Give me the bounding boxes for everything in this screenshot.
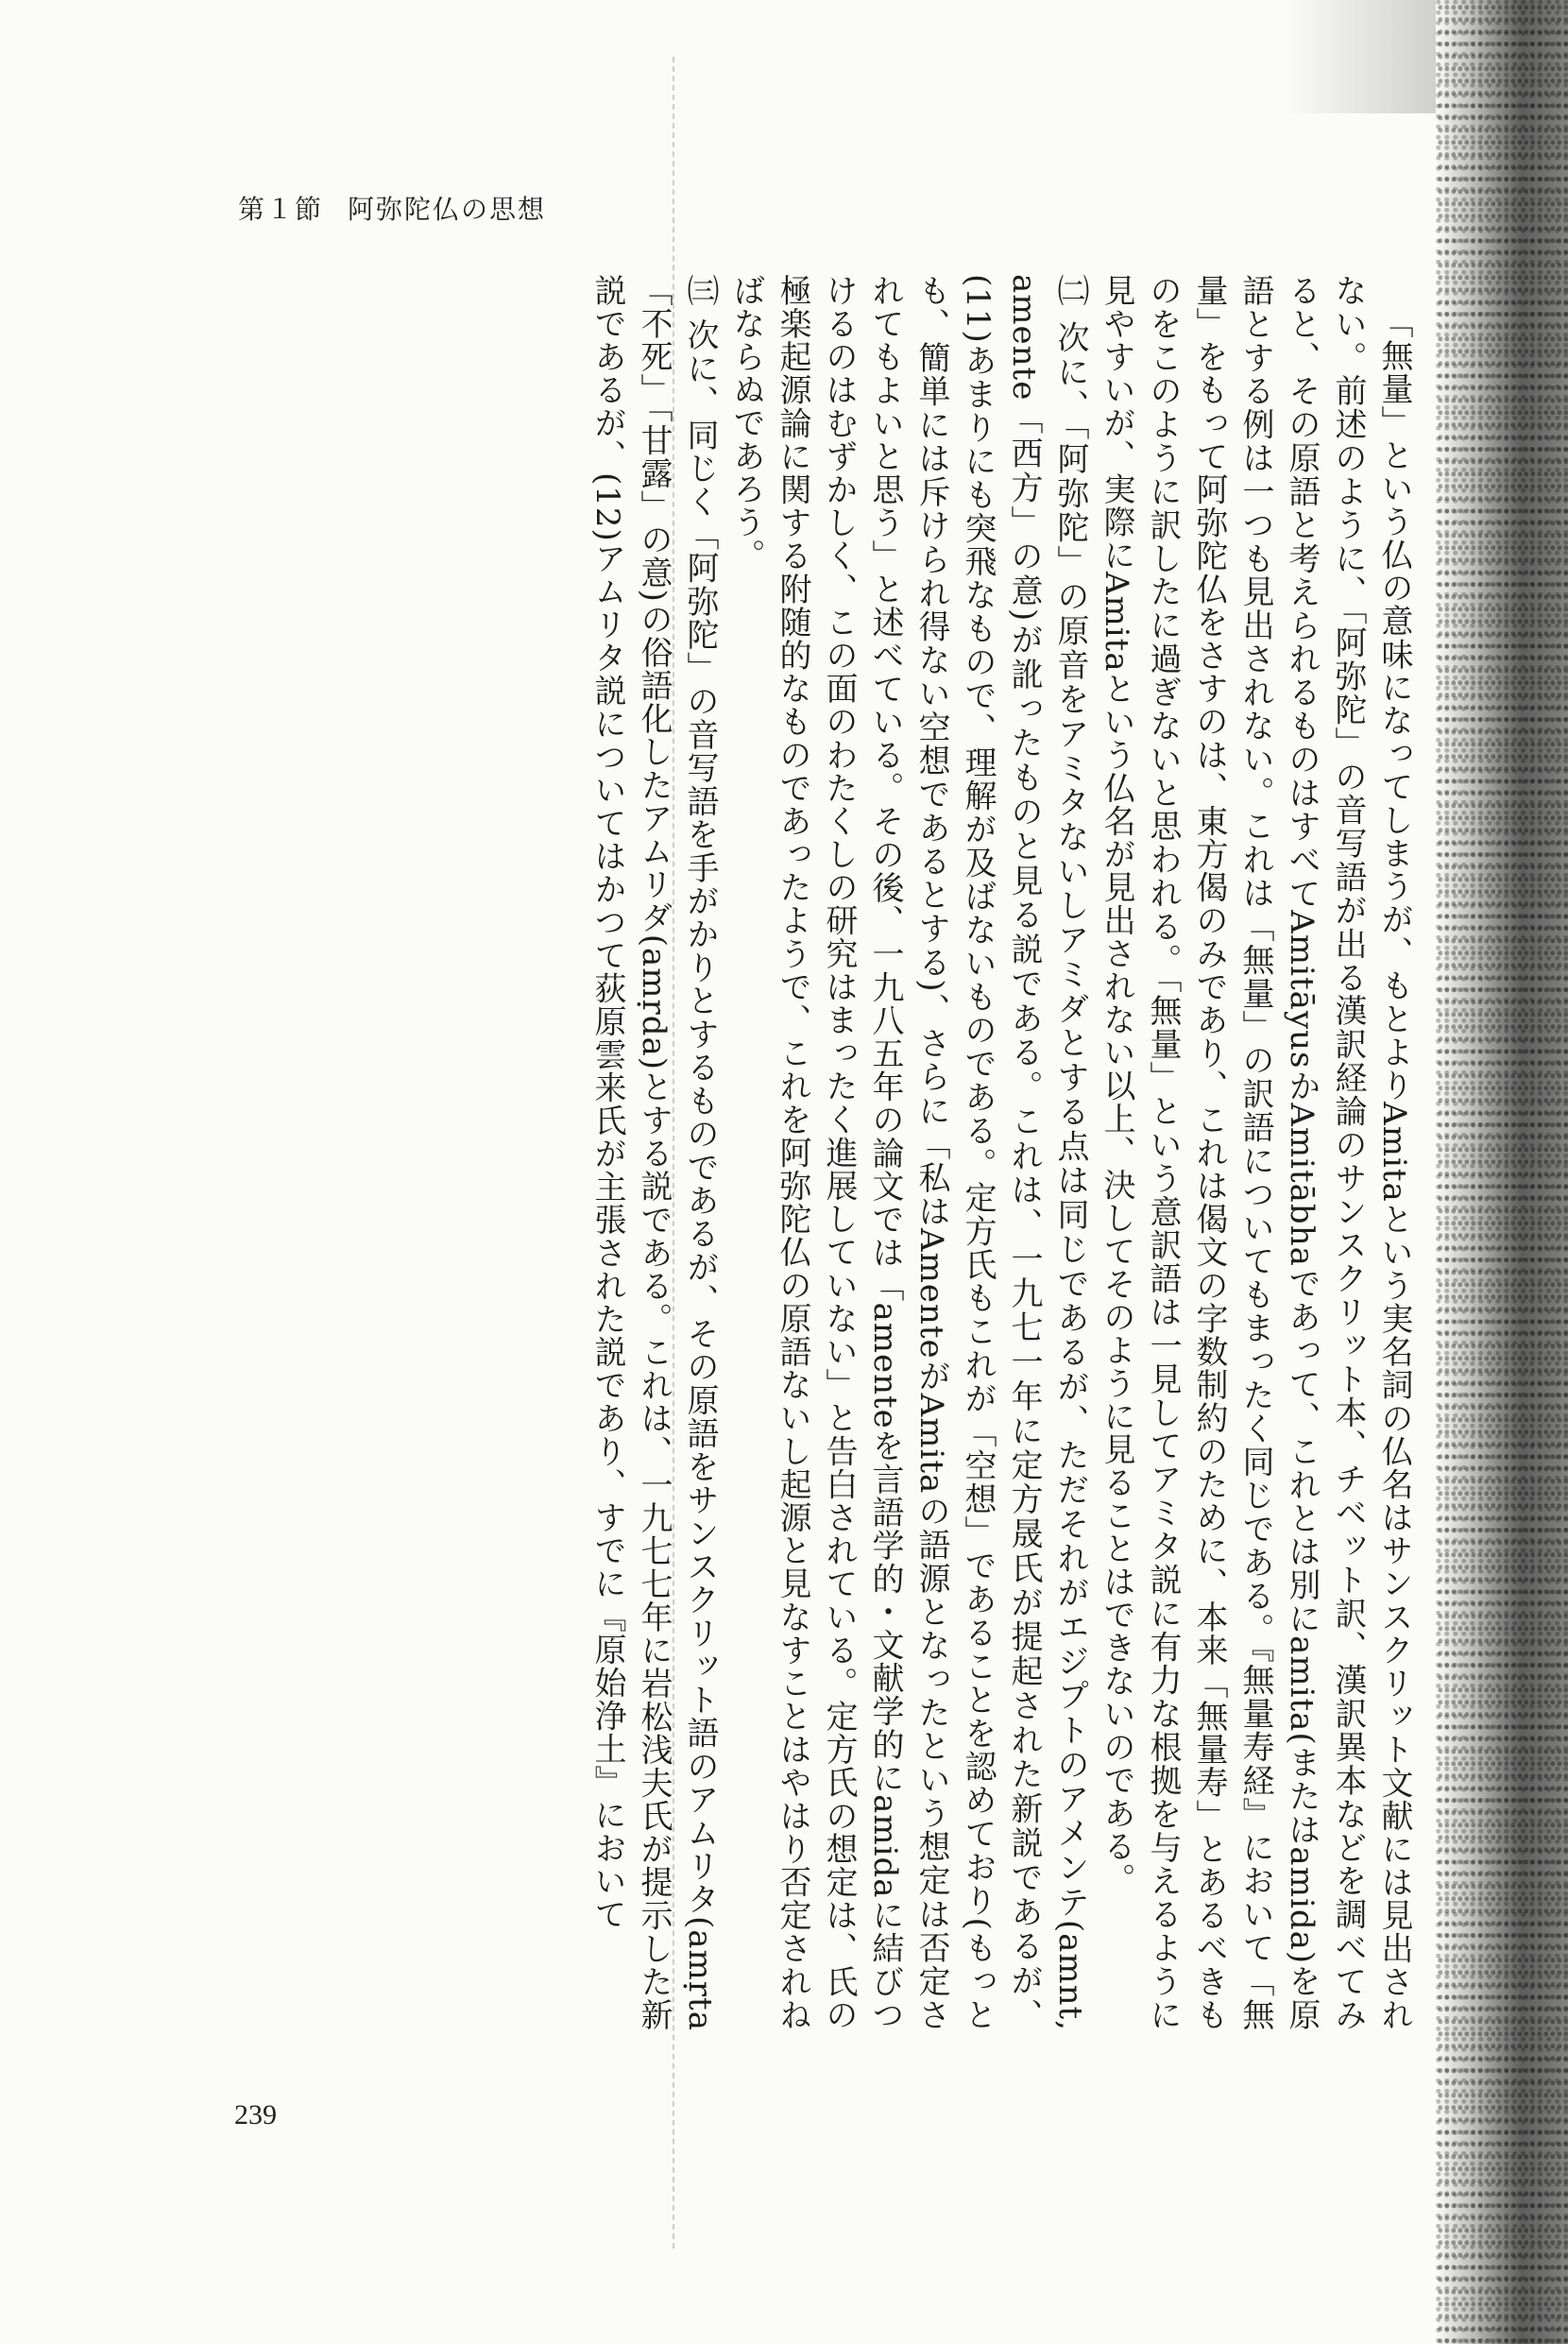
scanned-page-edge bbox=[1436, 0, 1568, 2344]
scan-shadow bbox=[1285, 0, 1436, 113]
page-number: 239 bbox=[234, 2099, 277, 2130]
paragraph-2: ㈡ 次に、「阿弥陀」の原音をアミタないしアミダとする点は同じであるが、ただそれがエジプトのアメンテ(amnt, amente「西方」の意)が訛ったものと見る説である。これは、一九七一年に定方晟氏が提起された新説であるが、(11)あまりにも突飛なもので、理解が及ばないものである。定方氏もこれが「空想」であることを認めており(もっとも、簡単には斥けられ得ない空想であるとする)、さらに「私はAmenteがAmitaの語源となったという想定は否定されてもよいと思う」と述べている。その後、一九八五年の論文では「amenteを言語学的・文献学的にamidaに結びつけるのはむずかしく、この面のわたくしの研究はまったく進展していない」と告白されている。定方氏の想定は、氏の極楽起源論に関する附随的なものであったようで、これを阿弥陀仏の原語ないし起源と見なすことはやはり否定されねばならぬであろう。 bbox=[727, 274, 1089, 2031]
paragraph-3: ㈢ 次に、同じく「阿弥陀」の音写語を手がかりとするものであるが、その原語をサンスクリット語のアムリタ(amṛta「不死」「甘露」の意)の俗語化したアムリダ(amṛda)とする説である。これは、一九七七年に岩松浅夫氏が提示した新説であるが、(12)アムリタ説についてはかつて荻原雲来氏が主張された説であり、すでに『原始浄土』において bbox=[588, 274, 719, 2031]
section-number: 第１節 bbox=[238, 194, 324, 225]
paragraph-1: 「無量」という仏の意味になってしまうが、もとよりAmitaという実名詞の仏名はサンスクリット文献には見出されない。前述のように、「阿弥陀」の音写語が出る漢訳経論のサンスクリット本、チベット訳、漢訳異本などを調べてみると、その原語と考えられるものはすべてAmitāyusかAmitābhaであって、これとは別にamita(またはamida)を原語とする例は一つも見出されない。これは「無量」の訳語についてもまったく同じである。『無量寿経』において「無量」をもって阿弥陀仏をさすのは、東方偈のみであり、これは偈文の字数制約のために、本来「無量寿」とあるべきものをこのように訳したに過ぎないと思われる。「無量」という意訳語は一見してアミタ説に有力な根拠を与えるように見やすいが、実際にAmitaという仏名が見出されない以上、決してそのように見ることはできないのである。 bbox=[1098, 274, 1413, 2031]
running-head bbox=[238, 189, 546, 227]
body-text bbox=[151, 274, 1417, 2031]
section-title: 阿弥陀仏の思想 bbox=[348, 194, 547, 225]
